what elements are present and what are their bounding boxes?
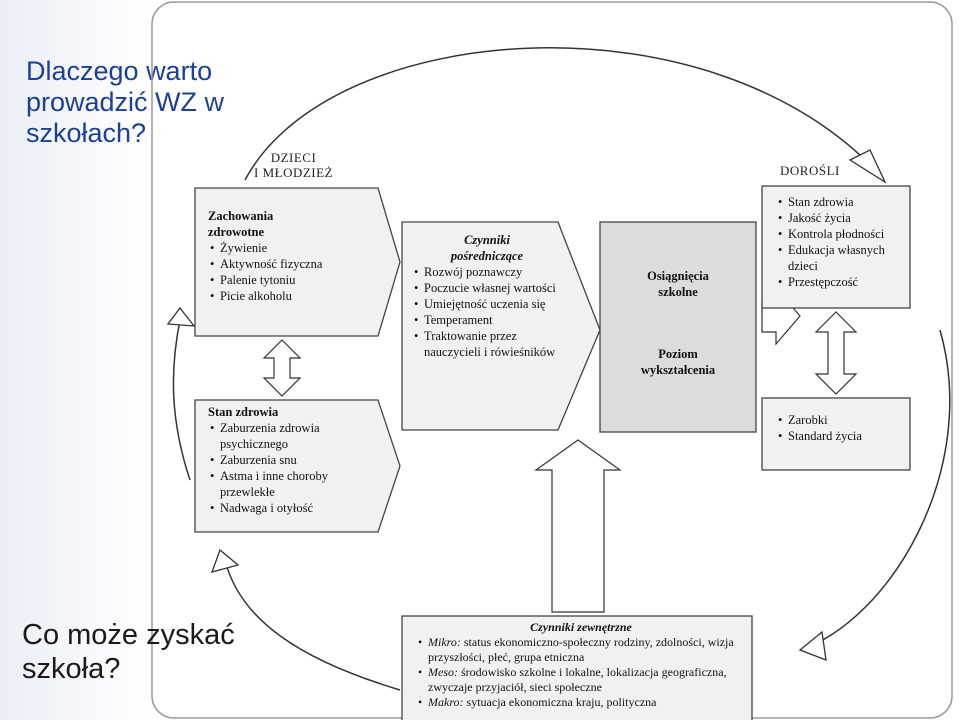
list-item: • Palenie tytoniu: [220, 272, 378, 288]
external-prefix: Mikro:: [428, 635, 461, 649]
health-status-heading: Stan zdrowia: [208, 405, 279, 419]
achievements-box: [602, 268, 754, 378]
list-item: • Zaburzenia zdrowia psychicznego: [220, 420, 358, 452]
arrowhead-icon: [800, 632, 826, 660]
children-label: [254, 150, 333, 180]
arrowhead-icon: [168, 308, 194, 326]
health-status-box: [208, 404, 358, 516]
external-heading: Czynniki zewnętrzne: [530, 620, 632, 634]
achievements-line: szkolne: [658, 285, 698, 299]
list-item: [428, 665, 746, 695]
children-label-line: DZIECI: [270, 150, 317, 165]
slide-title-line: szkołach?: [26, 118, 147, 148]
mediators-box: [412, 232, 562, 360]
list-item: • Umiejętność uczenia się: [424, 296, 562, 312]
external-text: sytuacja ekonomiczna kraju, polityczna: [466, 695, 657, 709]
list-item: • Traktowanie przez nauczycieli i rówieśników: [424, 328, 562, 360]
list-item: [428, 695, 746, 710]
mediators-heading: Czynniki: [464, 233, 510, 247]
list-item: • Nadwaga i otyłość: [220, 500, 358, 516]
list-item: • Stan zdrowia: [788, 194, 910, 210]
list-item: • Przestępczość: [788, 274, 910, 290]
adults-label: DOROŚLI: [780, 163, 840, 178]
behaviours-heading: Zachowania: [208, 209, 274, 223]
list-item: • Żywienie: [220, 240, 378, 256]
list-item: • Poczucie własnej wartości: [424, 280, 562, 296]
behaviours-box: [208, 208, 378, 304]
achievements-line: Osiągnięcia: [647, 269, 709, 283]
external-text: status ekonomiczno-społeczny rodziny, zdolności, wizja przyszłości, płeć, grupa etniczna: [428, 635, 734, 664]
list-item: • Edukacja własnych dzieci: [788, 242, 910, 274]
diagram-frame: [150, 0, 960, 720]
children-label-line: I MŁODZIEŻ: [254, 165, 334, 180]
slide-subtitle-line: Co może zyskać: [22, 619, 235, 651]
income-box: [776, 412, 910, 444]
list-item: • Temperament: [424, 312, 562, 328]
behaviours-heading: zdrowotne: [208, 225, 265, 239]
list-item: • Astma i inne choroby przewlekłe: [220, 468, 358, 500]
up-arrow-icon: [536, 440, 620, 612]
external-prefix: Makro:: [428, 695, 464, 709]
external-text: środowisko szkolne i lokalne, lokalizacja geograficzna, zwyczaje przyjaciół, sieci społeczne: [428, 665, 727, 694]
adult-outcomes-box: [776, 194, 910, 290]
list-item: • Jakość życia: [788, 210, 910, 226]
list-item: • Kontrola płodności: [788, 226, 910, 242]
education-level-line: wykształcenia: [640, 363, 716, 377]
cycle-arc-left: [173, 320, 190, 480]
arrowhead-icon: [212, 550, 238, 572]
slide-title-line: Dlaczego warto: [26, 56, 213, 86]
external-prefix: Meso:: [428, 665, 458, 679]
list-item: [428, 635, 746, 665]
list-item: • Standard życia: [788, 428, 910, 444]
education-level-line: Poziom: [658, 347, 698, 361]
list-item: • Zaburzenia snu: [220, 452, 358, 468]
external-box: [416, 620, 746, 710]
list-item: • Picie alkoholu: [220, 288, 378, 304]
cycle-arc-top: [245, 48, 880, 180]
double-arrow-icon: [816, 312, 856, 394]
arrowhead-icon: [850, 150, 885, 182]
slide-subtitle-line: szkoła?: [22, 653, 121, 685]
list-item: • Aktywność fizyczna: [220, 256, 378, 272]
slide-title-line: prowadzić WZ w: [26, 87, 225, 117]
slide-subtitle: [22, 618, 282, 686]
diagram-shapes: [150, 0, 960, 720]
list-item: • Zarobki: [788, 412, 910, 428]
mediators-heading: pośredniczące: [450, 249, 524, 263]
double-arrow-icon: [264, 340, 300, 396]
list-item: • Rozwój poznawczy: [424, 264, 562, 280]
